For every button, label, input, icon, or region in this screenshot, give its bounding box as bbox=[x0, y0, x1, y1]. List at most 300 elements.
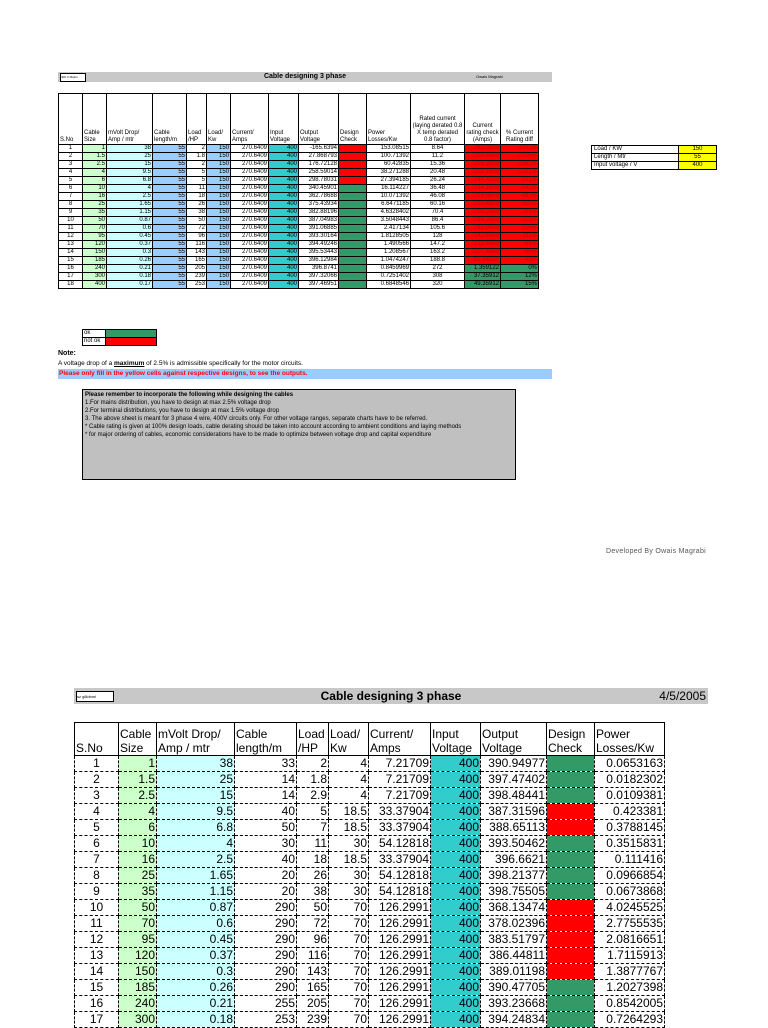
table-cell: 5 bbox=[75, 820, 119, 836]
table-cell: 16.114227 bbox=[367, 185, 411, 193]
table-cell: 0.111416 bbox=[595, 852, 665, 868]
table-cell: 86.4 bbox=[411, 217, 465, 225]
bottom-cable-table bbox=[74, 722, 665, 1028]
rating-check-cell: -350% bbox=[501, 201, 539, 209]
table-cell: 4 bbox=[329, 772, 369, 788]
table-cell: 70 bbox=[83, 225, 107, 233]
table-cell: 150 bbox=[207, 185, 231, 193]
table-cell: 253 bbox=[235, 1012, 297, 1028]
rating-check-cell: -184.2409 bbox=[465, 217, 501, 225]
table-cell: 2.5 bbox=[83, 161, 107, 169]
table-cell: 290 bbox=[235, 932, 297, 948]
table-cell: 15 bbox=[157, 788, 235, 804]
table-cell: 205 bbox=[187, 265, 207, 273]
table-cell: 300 bbox=[83, 273, 107, 281]
table-cell: 400 bbox=[269, 241, 299, 249]
table-cell: 26 bbox=[187, 201, 207, 209]
design-check-cell bbox=[547, 836, 595, 852]
table-cell: 165 bbox=[297, 980, 329, 996]
rating-check-cell: -255.2809 bbox=[465, 161, 501, 169]
design-check-cell bbox=[547, 916, 595, 932]
table-cell: 30 bbox=[235, 836, 297, 852]
table-cell: 12 bbox=[75, 932, 119, 948]
table-row bbox=[75, 932, 665, 948]
design-check-cell bbox=[547, 948, 595, 964]
table-cell: 25 bbox=[107, 153, 153, 161]
table-cell: 60.16 bbox=[411, 201, 465, 209]
table-cell: 1.65 bbox=[107, 201, 153, 209]
table-cell: 95 bbox=[83, 233, 107, 241]
rating-check-cell: 0% bbox=[501, 265, 539, 273]
table-cell: 0.37 bbox=[107, 241, 153, 249]
rating-check-cell: -107.4409 bbox=[465, 249, 501, 257]
table-cell: 4 bbox=[157, 836, 235, 852]
table-cell: 50 bbox=[119, 900, 157, 916]
table-cell: 126.2991 bbox=[369, 996, 431, 1012]
table-cell: 54.12818 bbox=[369, 836, 431, 852]
table-cell: 46.08 bbox=[411, 193, 465, 201]
table-cell: 11 bbox=[75, 916, 119, 932]
table-cell: 0.0653163 bbox=[595, 756, 665, 772]
table-cell: 150 bbox=[119, 964, 157, 980]
table-cell: 393.23668 bbox=[481, 996, 547, 1012]
table-cell: 270.6409 bbox=[231, 217, 269, 225]
design-check-cell bbox=[547, 804, 595, 820]
table-cell: 18.5 bbox=[329, 804, 369, 820]
table-cell: 18 bbox=[297, 852, 329, 868]
table-cell: 400 bbox=[431, 852, 481, 868]
table-cell: 2 bbox=[59, 153, 83, 161]
design-check-cell bbox=[339, 273, 367, 281]
table-cell: 150 bbox=[207, 273, 231, 281]
table-cell: 17 bbox=[75, 1012, 119, 1028]
legend-ok-swatch bbox=[106, 330, 157, 338]
table-cell: 10.071392 bbox=[367, 193, 411, 201]
table-cell: 55 bbox=[153, 185, 187, 193]
table-cell: 4.0245525 bbox=[595, 900, 665, 916]
table-row bbox=[75, 836, 665, 852]
rating-check-cell: 49.35912 bbox=[465, 281, 501, 289]
remember-line-1: 1.For mains distribution, you have to design at max 2.5% voltage drop bbox=[85, 400, 271, 406]
table-cell: 14 bbox=[235, 772, 297, 788]
table-cell: 7.21709 bbox=[369, 772, 431, 788]
table-cell: 55 bbox=[153, 161, 187, 169]
rating-check-cell: -43% bbox=[501, 257, 539, 265]
table-cell: 0.87 bbox=[157, 900, 235, 916]
table-cell: 55 bbox=[153, 249, 187, 257]
table-cell: 2.5 bbox=[157, 852, 235, 868]
table-cell: 5 bbox=[187, 177, 207, 185]
table-cell: 240 bbox=[119, 996, 157, 1012]
table-cell: 4 bbox=[329, 756, 369, 772]
table-cell: 1.2027398 bbox=[595, 980, 665, 996]
table-cell: 35 bbox=[119, 884, 157, 900]
table-cell: 4 bbox=[75, 804, 119, 820]
table-row bbox=[59, 257, 539, 265]
table-cell: 7 bbox=[297, 820, 329, 836]
param-value-input[interactable]: 400 bbox=[679, 162, 717, 170]
legend-ok bbox=[83, 330, 157, 338]
design-check-cell bbox=[547, 772, 595, 788]
bottom-title-bar bbox=[74, 688, 708, 704]
note-heading: Note: bbox=[58, 350, 76, 357]
table-cell: 393.30164 bbox=[299, 233, 339, 241]
table-cell: 1.3877767 bbox=[595, 964, 665, 980]
table-cell: 95 bbox=[119, 932, 157, 948]
input-params-table bbox=[591, 145, 717, 170]
design-check-cell bbox=[339, 169, 367, 177]
table-row bbox=[59, 241, 539, 249]
design-check-cell bbox=[339, 265, 367, 273]
table-cell: 270.6409 bbox=[231, 153, 269, 161]
bottom-sheet-tag: sz g8idnml bbox=[76, 691, 114, 702]
param-row bbox=[592, 146, 717, 154]
table-cell: 0.0182302 bbox=[595, 772, 665, 788]
table-cell: 150 bbox=[207, 153, 231, 161]
bot-header-cell: S.No bbox=[75, 723, 119, 756]
top-header-cell: Current rating check (Amps) bbox=[465, 94, 501, 145]
table-cell: 270.6409 bbox=[231, 185, 269, 193]
table-cell: 400 bbox=[269, 225, 299, 233]
table-cell: 9 bbox=[59, 209, 83, 217]
table-cell: 13 bbox=[59, 241, 83, 249]
table-row bbox=[75, 772, 665, 788]
table-cell: 38 bbox=[157, 756, 235, 772]
bot-header-cell: Cable length/m bbox=[235, 723, 297, 756]
table-cell: 126.2991 bbox=[369, 932, 431, 948]
design-check-cell bbox=[547, 884, 595, 900]
table-cell: 25 bbox=[157, 772, 235, 788]
table-cell: 18 bbox=[187, 193, 207, 201]
table-row bbox=[75, 964, 665, 980]
table-cell: 1.5 bbox=[83, 153, 107, 161]
table-cell: 0.8459969 bbox=[367, 265, 411, 273]
rating-check-cell: -213% bbox=[501, 217, 539, 225]
table-cell: 400 bbox=[431, 820, 481, 836]
remember-line-3: 3. The above sheet is meant for 3 phase 4 wire, 400V circuits only. For other voltage ranges, separate charts have to be referred. bbox=[85, 416, 428, 422]
table-cell: 0.6 bbox=[107, 225, 153, 233]
table-cell: 397.32066 bbox=[299, 273, 339, 281]
bot-header-cell: Input Voltage bbox=[431, 723, 481, 756]
table-cell: 400 bbox=[269, 185, 299, 193]
design-check-cell bbox=[339, 241, 367, 249]
table-cell: 393.50462 bbox=[481, 836, 547, 852]
table-cell: 4 bbox=[107, 185, 153, 193]
table-row bbox=[59, 153, 539, 161]
table-cell: 270.6409 bbox=[231, 177, 269, 185]
table-cell: 126.2991 bbox=[369, 948, 431, 964]
design-check-cell bbox=[339, 233, 367, 241]
table-cell: 14 bbox=[59, 249, 83, 257]
table-cell: 400 bbox=[269, 217, 299, 225]
table-cell: 7.21709 bbox=[369, 756, 431, 772]
table-cell: 55 bbox=[153, 145, 187, 153]
table-cell: 308 bbox=[411, 273, 465, 281]
table-cell: 35 bbox=[83, 209, 107, 217]
table-cell: 27.394185 bbox=[367, 177, 411, 185]
table-cell: 2.417134 bbox=[367, 225, 411, 233]
table-cell: 9.5 bbox=[157, 804, 235, 820]
table-cell: 400 bbox=[269, 265, 299, 273]
param-value-input[interactable]: 55 bbox=[679, 154, 717, 162]
table-cell: 1 bbox=[83, 145, 107, 153]
table-cell: 30 bbox=[329, 836, 369, 852]
table-cell: 54.12818 bbox=[369, 868, 431, 884]
table-cell: 13 bbox=[75, 948, 119, 964]
design-check-cell bbox=[339, 153, 367, 161]
table-row bbox=[75, 868, 665, 884]
rating-check-cell: 37.35912 bbox=[465, 273, 501, 281]
design-check-cell bbox=[339, 177, 367, 185]
table-cell: 72 bbox=[187, 225, 207, 233]
top-header-cell: Rated current (laying derated 0.8 X temp derated 0.8 factor) bbox=[411, 94, 465, 145]
rating-check-cell: -284% bbox=[501, 209, 539, 217]
rating-check-cell: -84% bbox=[501, 241, 539, 249]
design-check-cell bbox=[339, 185, 367, 193]
table-cell: 255 bbox=[235, 996, 297, 1012]
table-cell: 400 bbox=[431, 756, 481, 772]
table-cell: 1 bbox=[75, 756, 119, 772]
table-cell: 398.48441 bbox=[481, 788, 547, 804]
design-check-cell bbox=[547, 868, 595, 884]
table-cell: 270.6409 bbox=[231, 169, 269, 177]
table-cell: 8 bbox=[75, 868, 119, 884]
table-cell: 150 bbox=[207, 145, 231, 153]
table-cell: 33.37904 bbox=[369, 852, 431, 868]
bot-header-cell: Load/ Kw bbox=[329, 723, 369, 756]
table-cell: 0.7251402 bbox=[367, 273, 411, 281]
fill-warning: Please only fill in the yellow cells against respective designs, to see the outputs. bbox=[58, 369, 552, 379]
table-cell: 387.04983 bbox=[299, 217, 339, 225]
table-cell: 3 bbox=[75, 788, 119, 804]
table-cell: 55 bbox=[153, 209, 187, 217]
table-cell: 150 bbox=[207, 249, 231, 257]
table-cell: 290 bbox=[235, 964, 297, 980]
table-cell: 116 bbox=[297, 948, 329, 964]
table-cell: 50 bbox=[235, 820, 297, 836]
table-cell: 8 bbox=[59, 201, 83, 209]
table-cell: 11 bbox=[59, 225, 83, 233]
design-check-cell bbox=[339, 257, 367, 265]
table-cell: 3 bbox=[59, 161, 83, 169]
table-cell: 400 bbox=[269, 169, 299, 177]
design-check-cell bbox=[547, 996, 595, 1012]
table-row bbox=[59, 217, 539, 225]
table-cell: 270.6409 bbox=[231, 281, 269, 289]
table-cell: 20.48 bbox=[411, 169, 465, 177]
table-cell: 70 bbox=[329, 948, 369, 964]
table-row bbox=[59, 273, 539, 281]
table-cell: 400 bbox=[431, 772, 481, 788]
table-cell: 50 bbox=[297, 900, 329, 916]
design-check-cell bbox=[547, 756, 595, 772]
table-row bbox=[59, 209, 539, 217]
table-cell: 400 bbox=[431, 996, 481, 1012]
top-header-cell: Design Check bbox=[339, 94, 367, 145]
table-cell: 11 bbox=[297, 836, 329, 852]
bot-header-cell: Output Voltage bbox=[481, 723, 547, 756]
table-cell: 375.43934 bbox=[299, 201, 339, 209]
table-cell: 400 bbox=[431, 964, 481, 980]
table-cell: 55 bbox=[153, 241, 187, 249]
table-cell: 120 bbox=[119, 948, 157, 964]
table-cell: 396.6621 bbox=[481, 852, 547, 868]
table-cell: 396.8741 bbox=[299, 265, 339, 273]
table-cell: 150 bbox=[207, 209, 231, 217]
legend-not-ok bbox=[83, 338, 157, 346]
table-cell: 386.44811 bbox=[481, 948, 547, 964]
table-cell: 0.18 bbox=[157, 1012, 235, 1028]
table-cell: 0.21 bbox=[157, 996, 235, 1012]
table-cell: 0.3788145 bbox=[595, 820, 665, 836]
table-cell: 258.59014 bbox=[299, 169, 339, 177]
table-row bbox=[59, 249, 539, 257]
rating-check-cell: -165.0409 bbox=[465, 225, 501, 233]
table-cell: 185 bbox=[119, 980, 157, 996]
rating-check-cell: -244.4009 bbox=[465, 177, 501, 185]
table-cell: 2.5 bbox=[119, 788, 157, 804]
table-cell: 6.6471185 bbox=[367, 201, 411, 209]
top-header-cell: Power Losses/Kw bbox=[367, 94, 411, 145]
bot-header-cell: Design Check bbox=[547, 723, 595, 756]
table-cell: 2.0816651 bbox=[595, 932, 665, 948]
table-cell: 4 bbox=[119, 804, 157, 820]
top-header-cell: Load/ Kw bbox=[207, 94, 231, 145]
table-cell: 150 bbox=[207, 233, 231, 241]
table-cell: 15 bbox=[107, 161, 153, 169]
table-cell: 163.2 bbox=[411, 249, 465, 257]
rating-check-cell: 15% bbox=[501, 281, 539, 289]
table-row bbox=[75, 1012, 665, 1028]
table-cell: 70 bbox=[329, 996, 369, 1012]
table-cell: 383.51797 bbox=[481, 932, 547, 948]
param-value-input[interactable]: 150 bbox=[679, 146, 717, 154]
table-cell: 270.6409 bbox=[231, 265, 269, 273]
table-cell: 55 bbox=[153, 193, 187, 201]
table-cell: 1.15 bbox=[107, 209, 153, 217]
rating-check-cell: -1221% bbox=[501, 169, 539, 177]
table-cell: 388.65113 bbox=[481, 820, 547, 836]
table-cell: 9.5 bbox=[107, 169, 153, 177]
table-cell: 1.208567 bbox=[367, 249, 411, 257]
table-cell: 368.13474 bbox=[481, 900, 547, 916]
table-cell: 38 bbox=[297, 884, 329, 900]
table-cell: 38.271288 bbox=[367, 169, 411, 177]
top-sheet-tag: 400 V Mains bbox=[60, 73, 86, 82]
table-cell: 2.9 bbox=[297, 788, 329, 804]
table-cell: 147.2 bbox=[411, 241, 465, 249]
table-cell: 55 bbox=[153, 225, 187, 233]
table-cell: 389.01198 bbox=[481, 964, 547, 980]
table-cell: 400 bbox=[269, 249, 299, 257]
table-cell: 18.5 bbox=[329, 820, 369, 836]
top-header-cell: Cable Size bbox=[83, 94, 107, 145]
table-cell: 298.78031 bbox=[299, 177, 339, 185]
table-cell: 390.94977 bbox=[481, 756, 547, 772]
table-cell: 70.4 bbox=[411, 209, 465, 217]
design-check-cell bbox=[339, 201, 367, 209]
table-cell: 382.88196 bbox=[299, 209, 339, 217]
top-table-body bbox=[59, 145, 539, 289]
table-row bbox=[75, 788, 665, 804]
design-check-cell bbox=[339, 193, 367, 201]
design-check-cell bbox=[547, 852, 595, 868]
table-cell: 116 bbox=[187, 241, 207, 249]
table-cell: 126.2991 bbox=[369, 964, 431, 980]
table-cell: 0.0966854 bbox=[595, 868, 665, 884]
top-table-header bbox=[59, 94, 539, 145]
table-cell: 70 bbox=[329, 1012, 369, 1028]
table-cell: 0.0673868 bbox=[595, 884, 665, 900]
table-cell: 70 bbox=[329, 964, 369, 980]
table-row bbox=[75, 980, 665, 996]
top-header-cell: Load /HP bbox=[187, 94, 207, 145]
table-cell: 0.6 bbox=[157, 916, 235, 932]
table-cell: 6 bbox=[59, 185, 83, 193]
table-cell: 290 bbox=[235, 900, 297, 916]
table-cell: 4.6328402 bbox=[367, 209, 411, 217]
table-cell: 55 bbox=[153, 153, 187, 161]
table-cell: 70 bbox=[329, 916, 369, 932]
table-cell: 150 bbox=[207, 161, 231, 169]
table-cell: 1 bbox=[59, 145, 83, 153]
param-row bbox=[592, 162, 717, 170]
table-cell: 70 bbox=[329, 900, 369, 916]
bot-header-cell: Power Losses/Kw bbox=[595, 723, 665, 756]
table-cell: 18 bbox=[59, 281, 83, 289]
table-cell: 40 bbox=[235, 852, 297, 868]
table-cell: 18.5 bbox=[329, 852, 369, 868]
table-cell: 2 bbox=[187, 145, 207, 153]
table-cell: 72 bbox=[297, 916, 329, 932]
table-cell: 290 bbox=[235, 916, 297, 932]
table-row bbox=[75, 948, 665, 964]
table-cell: 0.3515831 bbox=[595, 836, 665, 852]
table-cell: 272 bbox=[411, 265, 465, 273]
rating-check-cell: -234.1609 bbox=[465, 185, 501, 193]
top-title-bar bbox=[58, 72, 552, 82]
table-cell: 150 bbox=[207, 225, 231, 233]
design-check-cell bbox=[339, 209, 367, 217]
table-cell: 0.17 bbox=[107, 281, 153, 289]
table-cell: 55 bbox=[153, 265, 187, 273]
table-cell: 55 bbox=[153, 169, 187, 177]
table-cell: 400 bbox=[431, 932, 481, 948]
table-cell: 55 bbox=[153, 177, 187, 185]
table-cell: 150 bbox=[207, 241, 231, 249]
table-cell: 10 bbox=[59, 217, 83, 225]
top-header-cell: Input Voltage bbox=[269, 94, 299, 145]
table-cell: 1.490566 bbox=[367, 241, 411, 249]
table-cell: 290 bbox=[235, 948, 297, 964]
bot-header-cell: mVolt Drop/ Amp / mtr bbox=[157, 723, 235, 756]
table-cell: 400 bbox=[431, 868, 481, 884]
rating-check-cell: -66% bbox=[501, 249, 539, 257]
table-cell: 55 bbox=[153, 281, 187, 289]
rating-check-cell: -224.5609 bbox=[465, 193, 501, 201]
table-cell: 55 bbox=[153, 217, 187, 225]
table-cell: 398.75505 bbox=[481, 884, 547, 900]
table-cell: 270.6409 bbox=[231, 225, 269, 233]
table-row bbox=[59, 177, 539, 185]
table-cell: 7.21709 bbox=[369, 788, 431, 804]
table-cell: 400 bbox=[431, 804, 481, 820]
table-cell: 1.15 bbox=[157, 884, 235, 900]
remember-line-5: * for major ordering of cables, economic considerations have to be made to optimize between voltage drop and capital expenditure bbox=[85, 432, 432, 438]
table-cell: 70 bbox=[119, 916, 157, 932]
table-cell: 150 bbox=[207, 201, 231, 209]
table-cell: 60.42835 bbox=[367, 161, 411, 169]
